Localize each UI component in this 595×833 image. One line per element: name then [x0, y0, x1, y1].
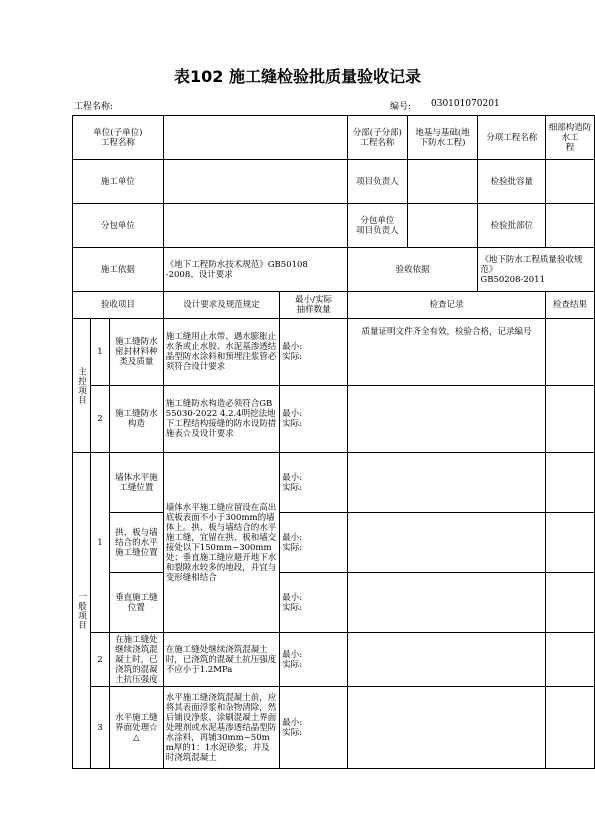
column-header-item: 验收项目 — [73, 292, 164, 319]
general-item-result[interactable] — [546, 513, 595, 573]
sub-division-label: 分部(子分部) 工程名称 — [347, 116, 407, 160]
project-name-label: 工程名称: — [74, 102, 114, 112]
sample-cell[interactable]: 最小: 实际: — [280, 633, 348, 687]
general-item-design: 墙体水平施工缝应留设在高出底板表面不小于300mm的墙体上。拱、板与墙结合的水平施工缝，宜留在拱、板和墙交接处以下150mm~300mm处；垂直施工缝应避开地下水和裂隙水较多的地段，并宜与变形缝相结合 — [163, 453, 280, 633]
sample-cell[interactable]: 最小: 实际: — [280, 453, 348, 513]
sample-cell[interactable]: 最小: 实际: — [280, 573, 348, 633]
general-item-no: 2 — [90, 633, 109, 687]
main-item-no: 1 — [90, 319, 109, 386]
sample-cell[interactable]: 最小: 实际: — [280, 687, 348, 769]
general-item-no: 1 — [90, 453, 109, 633]
main-item-no: 2 — [90, 386, 109, 453]
sub-division-value: 地基与基础(地 下防水工程) — [407, 116, 478, 160]
column-header-design: 设计要求及规范规定 — [163, 292, 280, 319]
unit-label: 单位(子单位) 工程名称 — [73, 116, 164, 160]
subcontractor-manager-value[interactable] — [407, 204, 478, 248]
acceptance-record-table — [72, 115, 595, 769]
column-header-record: 检查记录 — [347, 292, 545, 319]
general-sub-item-name: 垂直施工缝位置 — [109, 573, 163, 633]
main-item-name: 施工缝防水构造 — [109, 386, 163, 453]
general-item-result[interactable] — [546, 573, 595, 633]
general-item-result[interactable] — [546, 687, 595, 769]
batch-capacity-label: 检验批容量 — [478, 160, 546, 204]
subcontractor-label: 分包单位 — [73, 204, 164, 248]
general-item-record[interactable] — [347, 513, 545, 573]
acceptance-basis-label: 验收依据 — [347, 248, 477, 292]
general-item-record[interactable] — [347, 633, 545, 687]
main-item-name: 施工缝防水密封材料种类及质量 — [109, 319, 163, 386]
general-item-name: 在施工缝处继续浇筑混凝土时，已浇筑的混凝土抗压强度 — [109, 633, 163, 687]
project-manager-label: 项目负责人 — [347, 160, 407, 204]
general-item-record[interactable] — [347, 687, 545, 769]
subcontractor-value[interactable] — [163, 204, 347, 248]
construction-unit-label: 施工单位 — [73, 160, 164, 204]
main-control-group-label: 主控项目 — [73, 319, 91, 453]
construction-basis-label: 施工依据 — [73, 248, 164, 292]
general-item-result[interactable] — [546, 633, 595, 687]
general-item-design: 在施工缝处继续浇筑混凝土时，已浇筑的混凝土抗压强度不应小于1.2MPa — [163, 633, 280, 687]
construction-basis-value: 《地下工程防水技术规范》GB50108 -2008、设计要求 — [163, 248, 347, 292]
batch-location-label: 检验批部位 — [478, 204, 546, 248]
code-label: 编号: — [390, 102, 412, 112]
code-value: 030101070201 — [431, 99, 500, 109]
construction-unit-value[interactable] — [163, 160, 347, 204]
general-item-record[interactable] — [347, 453, 545, 513]
unit-value[interactable] — [163, 116, 347, 160]
general-item-result[interactable] — [546, 453, 595, 513]
main-item-design: 施工缝防水构造必须符合GB55030-2022 4.2.4明挖法地下工程结构接缝的防水设防措施表☆及设计要求 — [163, 386, 280, 453]
general-item-record[interactable] — [347, 573, 545, 633]
main-item-record[interactable]: 质量证明文件齐全有效，检验合格，记录编号 — [347, 319, 545, 386]
main-item-record[interactable] — [347, 386, 545, 453]
main-item-result[interactable] — [546, 319, 595, 386]
column-header-result: 检查结果 — [546, 292, 595, 319]
main-item-design: 施工缝用止水带、遇水膨胀止水条或止水胶、水泥基渗透结晶型防水涂料和预埋注浆管必须符合设计要求 — [163, 319, 280, 386]
page-title: 表102 施工缝检验批质量验收记录 — [174, 67, 421, 86]
sample-cell[interactable]: 最小: 实际: — [280, 319, 348, 386]
general-item-no: 3 — [90, 687, 109, 769]
item-division-value: 细部构造防水工 程 — [546, 116, 595, 160]
general-group-label: 一般项目 — [73, 453, 91, 769]
general-item-name: 水平施工缝界面处理☆△ — [109, 687, 163, 769]
batch-location-value[interactable] — [546, 204, 595, 248]
main-item-result[interactable] — [546, 386, 595, 453]
batch-capacity-value[interactable] — [546, 160, 595, 204]
general-sub-item-name: 墙体水平施工缝位置 — [109, 453, 163, 513]
subcontractor-manager-label: 分包单位 项目负责人 — [347, 204, 407, 248]
general-sub-item-name: 拱、板与墙结合的水平施工缝位置 — [109, 513, 163, 573]
column-header-sample: 最小/实际 抽样数量 — [280, 292, 348, 319]
acceptance-basis-value: 《地下防水工程质量验收规范》 GB50208-2011 — [478, 248, 595, 292]
item-division-label: 分项工程名称 — [478, 116, 546, 160]
sample-cell[interactable]: 最小: 实际: — [280, 513, 348, 573]
sample-cell[interactable]: 最小: 实际: — [280, 386, 348, 453]
general-item-design: 水平施工缝浇筑混凝土前，应将其表面浮浆和杂物清除，然后铺设净浆、涂刷混凝土界面处理剂或水泥基渗透结晶型防水涂料，再铺30mm~50mm厚的1：1水泥砂浆，并及时浇筑混凝土 — [163, 687, 280, 769]
project-manager-value[interactable] — [407, 160, 478, 204]
